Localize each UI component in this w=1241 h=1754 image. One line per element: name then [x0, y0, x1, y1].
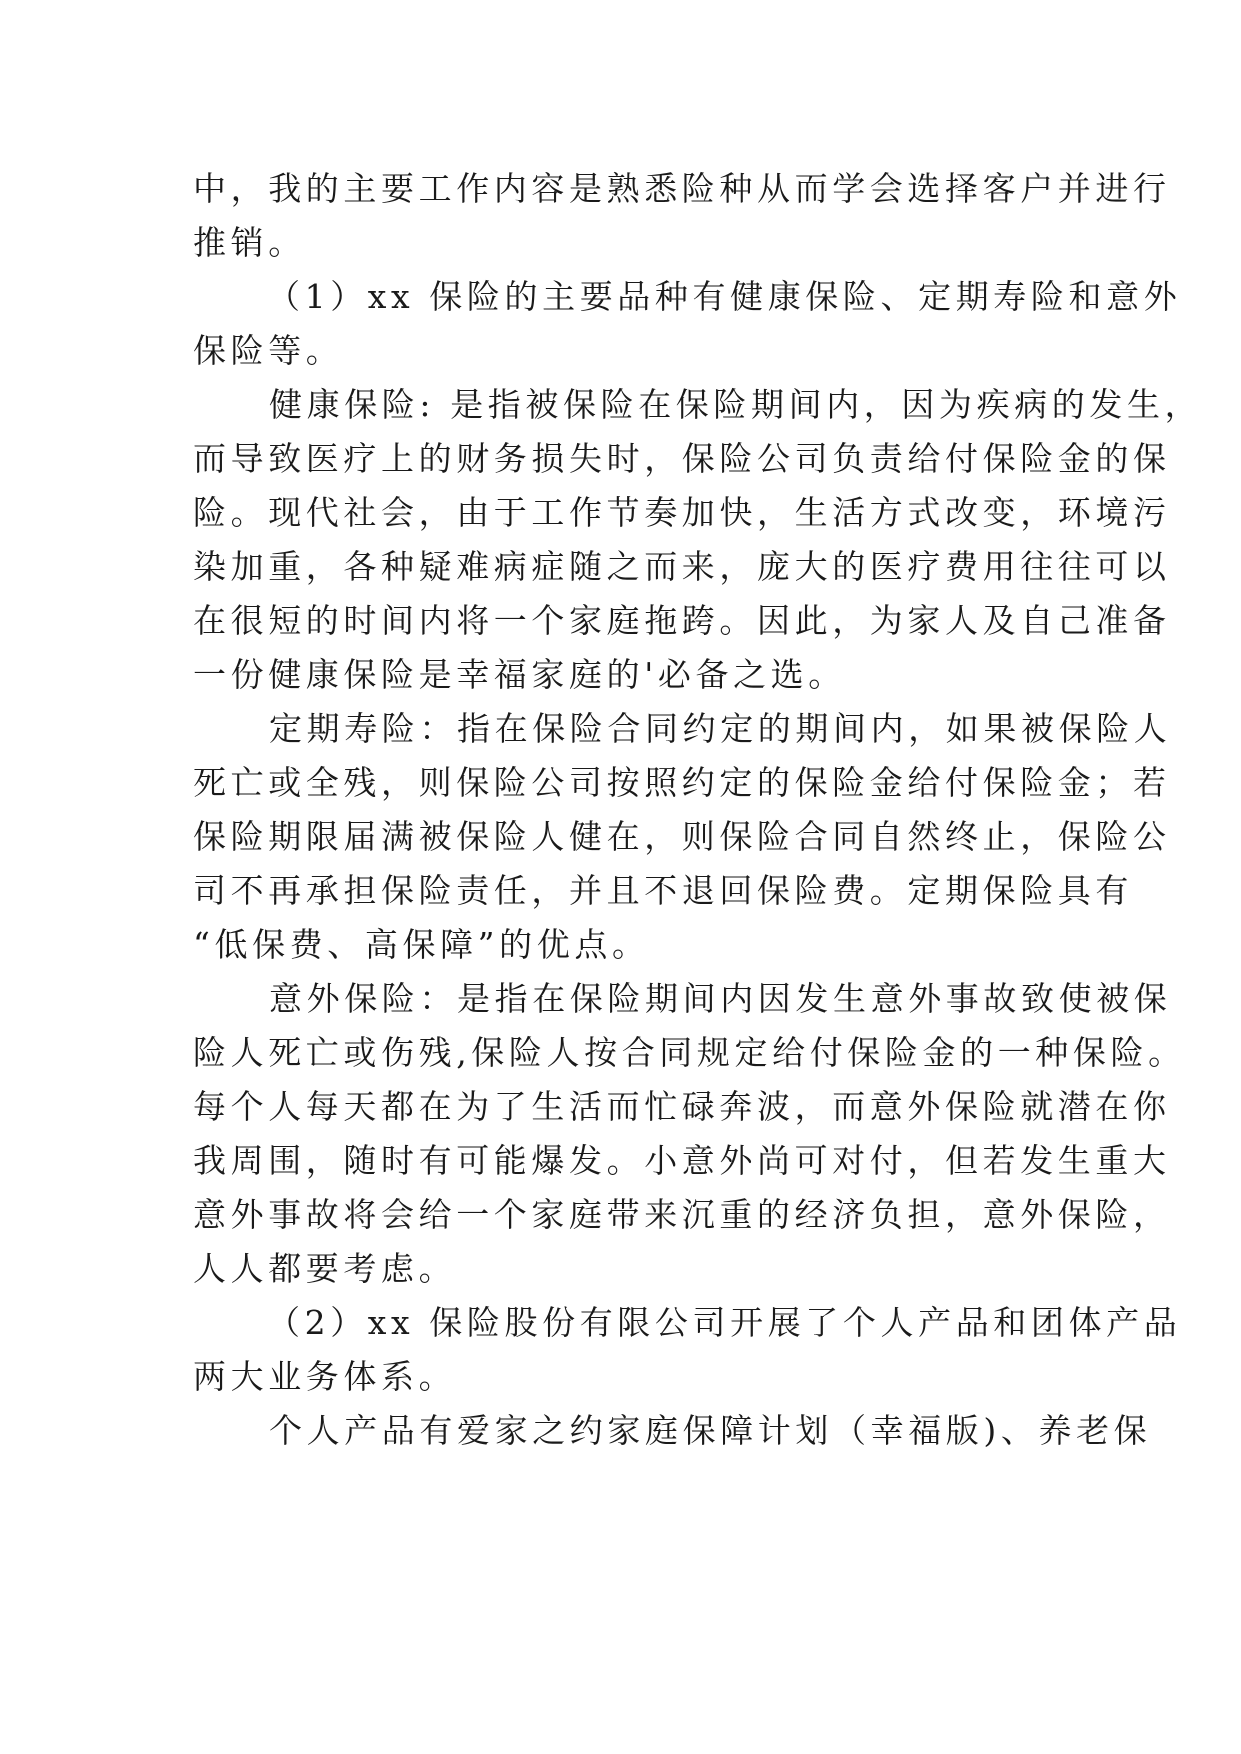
text-line: 我周围，随时有可能爆发。小意外尚可对付，但若发生重大 [193, 1141, 1171, 1180]
document-body [193, 162, 1203, 1458]
text-line: 人人都要考虑。 [193, 1249, 457, 1288]
text-line: 保险期限届满被保险人健在，则保险合同自然终止，保险公 [193, 817, 1171, 856]
text-line: 死亡或全残，则保险公司按照约定的保险金给付保险金；若 [193, 763, 1171, 802]
text-line: 个人产品有爱家之约家庭保障计划（幸福版)、养老保 [269, 1411, 1152, 1450]
text-line: 保险等。 [193, 331, 344, 370]
text-line: 健康保险: 是指被保险在保险期间内，因为疾病的发生， [269, 385, 1203, 424]
text-line: 每个人每天都在为了生活而忙碌奔波，而意外保险就潜在你 [193, 1087, 1171, 1126]
text-line: 在很短的时间内将一个家庭拖跨。因此，为家人及自己准备 [193, 601, 1171, 640]
text-line: 定期寿险：指在保险合同约定的期间内，如果被保险人 [269, 709, 1172, 748]
text-line: 染加重，各种疑难病症随之而来，庞大的医疗费用往往可以 [193, 547, 1171, 586]
text-line: 一份健康保险是幸福家庭的'必备之选。 [193, 655, 846, 694]
text-line: 中，我的主要工作内容是熟悉险种从而学会选择客户并进行 [193, 169, 1171, 208]
text-line: 两大业务体系。 [193, 1357, 457, 1396]
text-line: 意外保险：是指在保险期间内因发生意外事故致使被保 [269, 979, 1172, 1018]
text-line: “低保费、高保障”的优点。 [193, 925, 650, 964]
text-line: 推销。 [193, 223, 306, 262]
text-line: （2）xx 保险股份有限公司开展了个人产品和团体产品 [267, 1303, 1182, 1342]
text-line: 险。现代社会，由于工作节奏加快，生活方式改变，环境污 [193, 493, 1171, 532]
text-line: 而导致医疗上的财务损失时，保险公司负责给付保险金的保 [193, 439, 1171, 478]
text-line: （1）xx 保险的主要品种有健康保险、定期寿险和意外 [267, 277, 1182, 316]
text-line: 司不再承担保险责任，并且不退回保险费。定期保险具有 [193, 871, 1133, 910]
text-line: 险人死亡或伤残,保险人按合同规定给付保险金的一种保险。 [193, 1033, 1186, 1072]
text-line: 意外事故将会给一个家庭带来沉重的经济负担，意外保险， [193, 1195, 1171, 1234]
